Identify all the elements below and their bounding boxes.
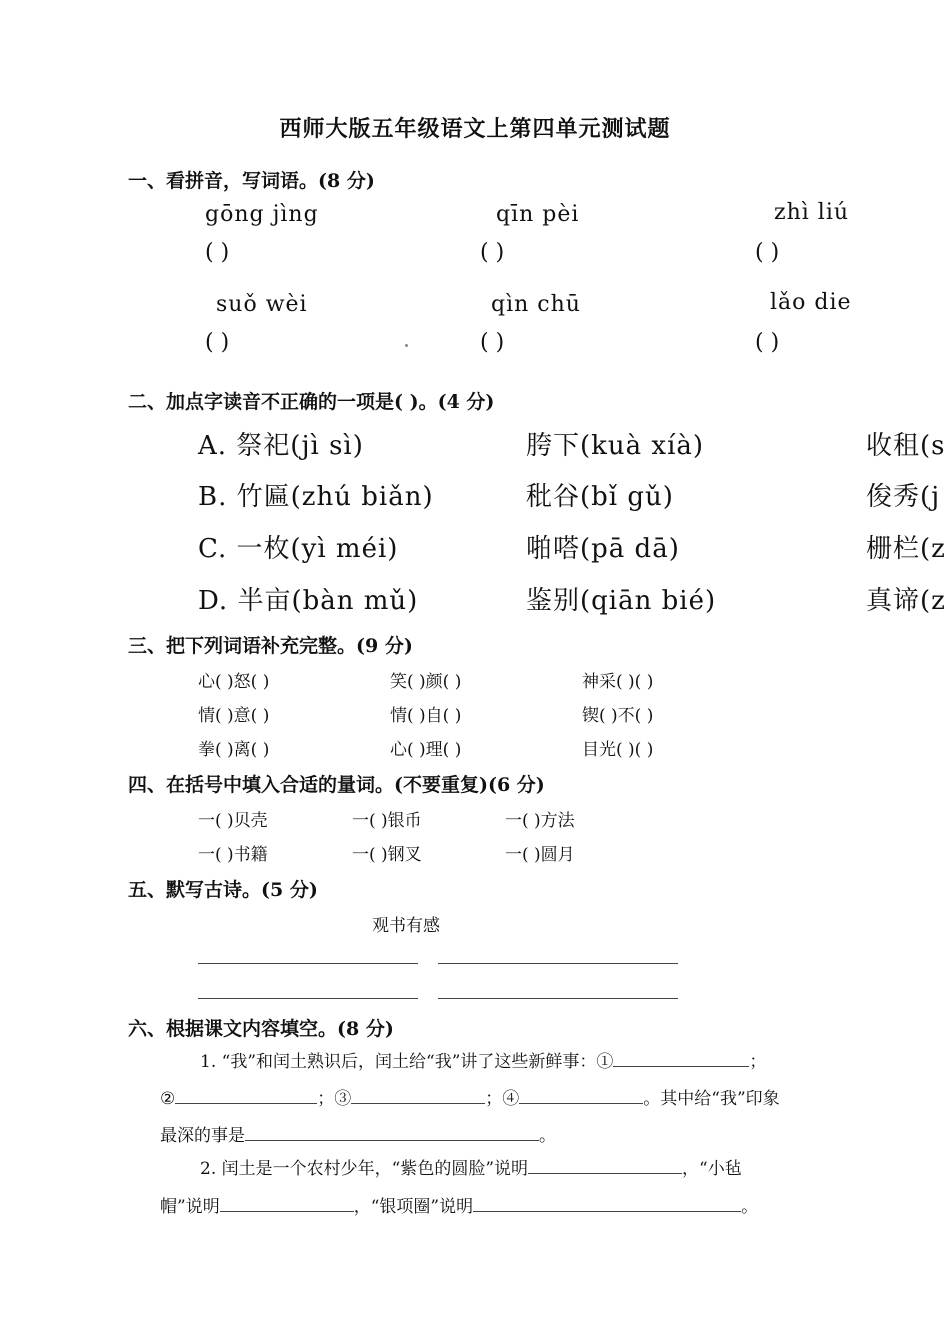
answer-blank[interactable]: ( ) <box>755 240 780 265</box>
fill-blank-3[interactable] <box>351 1085 485 1104</box>
scan-speck <box>405 344 408 347</box>
option-c-3: 栅栏(z <box>866 534 946 564</box>
measure-word-fill: 一( )钢叉 <box>352 845 422 865</box>
option-b-3: 俊秀(j <box>866 482 941 512</box>
fill-blank-1[interactable] <box>613 1048 749 1067</box>
measure-word-fill: 一( )书籍 <box>198 845 268 865</box>
fill-blank-7[interactable] <box>220 1193 354 1212</box>
answer-blank[interactable]: ( ) <box>480 330 505 355</box>
marker-4: ；④ <box>485 1089 520 1109</box>
pinyin-6: lǎo die <box>770 290 852 315</box>
measure-word-fill: 一( )方法 <box>505 811 575 831</box>
punct: 。 <box>741 1197 759 1217</box>
fill-blank-5[interactable] <box>245 1122 539 1141</box>
idiom-fill: 锲( )不( ) <box>582 706 654 726</box>
option-a-3: 收租(s <box>866 431 946 461</box>
page-title: 西师大版五年级语文上第四单元测试题 <box>279 116 671 142</box>
question-2-collar: ，“银项圈”说明 <box>353 1197 474 1217</box>
section-4-heading: 四、在括号中填入合适的量词。(不要重复)(6 分) <box>128 774 545 796</box>
question-1-continued: 。其中给“我”印象 <box>643 1089 780 1109</box>
fill-blank-4[interactable] <box>519 1085 643 1104</box>
question-2-continued: ，“小毡 <box>682 1159 742 1179</box>
pinyin-1: gōng jìng <box>205 202 319 227</box>
idiom-fill: 心( )怒( ) <box>198 672 270 692</box>
question-1-line-2 <box>160 1080 780 1118</box>
question-2-hat: 帽”说明 <box>160 1197 220 1217</box>
fill-blank-2[interactable] <box>175 1085 317 1104</box>
answer-blank[interactable]: ( ) <box>755 330 780 355</box>
measure-word-fill: 一( )银币 <box>352 811 422 831</box>
option-d-3: 真谛(z <box>866 586 946 616</box>
question-2-line-2 <box>160 1188 758 1226</box>
poem-line-1[interactable] <box>198 963 418 964</box>
poem-line-2[interactable] <box>438 963 678 964</box>
idiom-fill: 情( )意( ) <box>198 706 270 726</box>
section-1-heading: 一、看拼音，写词语。(8 分) <box>128 170 375 192</box>
question-2-text: 2. 闰土是一个农村少年，“紫色的圆脸”说明 <box>200 1159 529 1179</box>
answer-blank[interactable]: ( ) <box>480 240 505 265</box>
punct: ； <box>749 1052 767 1072</box>
poem-line-4[interactable] <box>438 998 678 999</box>
option-a-2: 胯下(kuà xíà) <box>526 431 705 461</box>
punct: 。 <box>539 1126 556 1146</box>
measure-word-fill: 一( )圆月 <box>505 845 575 865</box>
section-2-heading: 二、加点字读音不正确的一项是( )。(4 分) <box>128 391 495 413</box>
marker-3: ；③ <box>317 1089 352 1109</box>
idiom-fill: 拳( )离( ) <box>198 740 270 760</box>
option-d-2: 鉴别(qiān bié) <box>526 586 717 616</box>
poem-line-3[interactable] <box>198 998 418 999</box>
measure-word-fill: 一( )贝壳 <box>198 811 268 831</box>
idiom-fill: 目光( )( ) <box>582 740 654 760</box>
question-1-tail: 最深的事是 <box>160 1126 245 1146</box>
poem-title: 观书有感 <box>372 916 440 936</box>
fill-blank-8[interactable] <box>473 1193 741 1212</box>
section-6-heading: 六、根据课文内容填空。(8 分) <box>128 1018 394 1040</box>
option-c-2: 啪嗒(pā dā) <box>526 534 680 564</box>
question-2-line-1 <box>200 1150 742 1188</box>
pinyin-4: suǒ wèi <box>216 292 308 317</box>
fill-blank-6[interactable] <box>528 1155 682 1174</box>
section-5-heading: 五、默写古诗。(5 分) <box>128 879 318 901</box>
question-1-line-1 <box>200 1043 766 1081</box>
option-a-1: A. 祭祀(jì sì) <box>198 431 364 461</box>
idiom-fill: 心( )理( ) <box>390 740 462 760</box>
option-c-1: C. 一枚(yì méi) <box>198 534 399 564</box>
idiom-fill: 情( )自( ) <box>390 706 462 726</box>
answer-blank[interactable]: ( ) <box>205 240 230 265</box>
idiom-fill: 神采( )( ) <box>582 672 654 692</box>
pinyin-5: qìn chū <box>491 292 581 317</box>
option-b-1: B. 竹匾(zhú biǎn) <box>198 482 434 512</box>
answer-blank[interactable]: ( ) <box>205 330 230 355</box>
option-b-2: 秕谷(bǐ gǔ) <box>526 482 674 512</box>
option-d-1: D. 半亩(bàn mǔ) <box>198 586 419 616</box>
idiom-fill: 笑( )颜( ) <box>390 672 462 692</box>
pinyin-2: qīn pèi <box>496 202 580 227</box>
pinyin-3: zhì liú <box>774 200 850 225</box>
question-1-text: 1. “我”和闰土熟识后，闰土给“我”讲了这些新鲜事：① <box>200 1052 614 1072</box>
marker-2: ② <box>160 1089 176 1109</box>
section-3-heading: 三、把下列词语补充完整。(9 分) <box>128 635 413 657</box>
